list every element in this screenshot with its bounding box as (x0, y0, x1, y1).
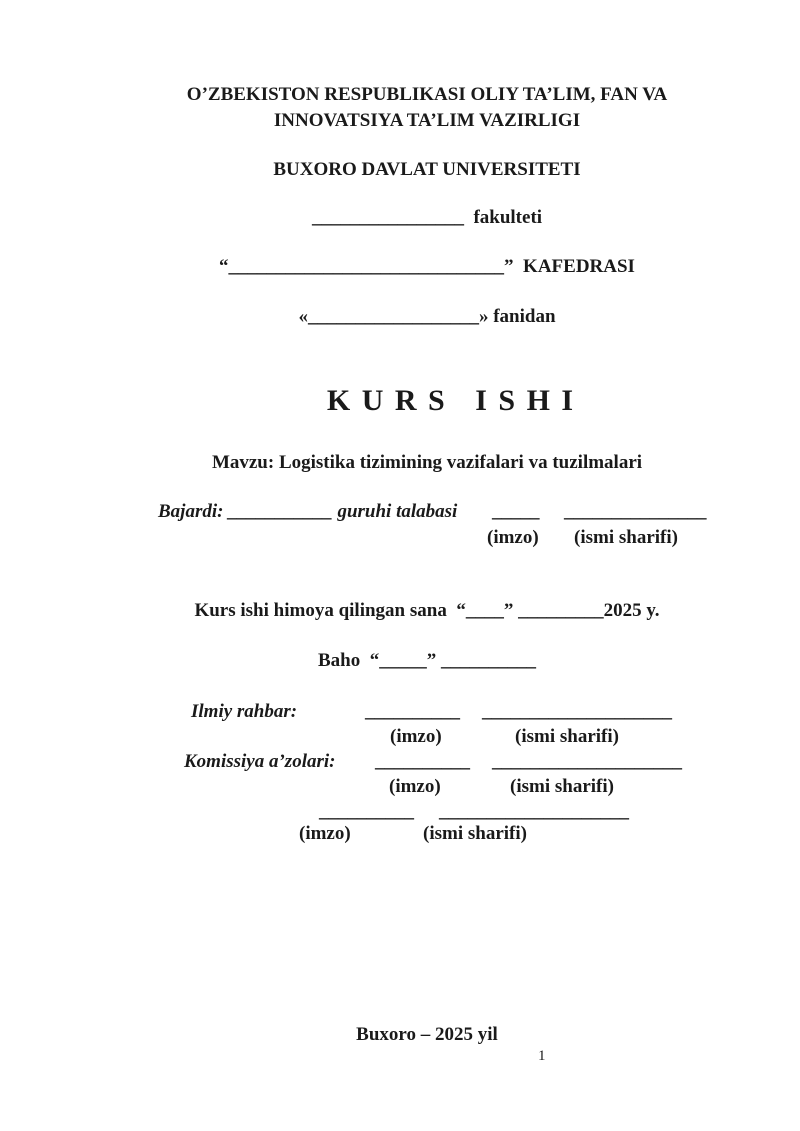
university-name: BUXORO DAVLAT UNIVERSITETI (273, 159, 581, 180)
topic-line: Mavzu: Logistika tizimining vazifalari va tuzilmalari (211, 452, 643, 473)
name-caption: (ismi sharifi) (510, 776, 614, 797)
supervisor-signature-blank: __________ (365, 701, 460, 722)
grade-line: Baho “_____” __________ (318, 650, 536, 671)
extra-member-row (0, 801, 800, 824)
supervisor-name-blank: ____________________ (482, 701, 672, 722)
signature-caption: (imzo) (299, 823, 351, 844)
name-caption: (ismi sharifi) (515, 726, 619, 747)
extra-name-blank: ____________________ (439, 801, 629, 822)
committee-row (0, 751, 800, 774)
defense-date-line: Kurs ishi himoya qilingan sana “____” _________2025 y. (194, 600, 660, 621)
ministry-line-2: INNOVATSIYA TA’LIM VAZIRLIGI (273, 110, 581, 131)
page-number: 1 (538, 1048, 546, 1064)
ministry-line-1: O’ZBEKISTON RESPUBLIKASI OLIY TA’LIM, FAN VA (186, 84, 668, 105)
signature-caption: (imzo) (389, 776, 441, 797)
committee-name-blank: ____________________ (492, 751, 682, 772)
performer-label: Bajardi: ___________ guruhi talabasi (158, 501, 458, 522)
performer-name-blank: _______________ (564, 501, 707, 522)
committee-label: Komissiya a’zolari: (184, 751, 336, 772)
supervisor-label: Ilmiy rahbar: (191, 701, 298, 722)
department-line: “_____________________________” KAFEDRASI (219, 256, 635, 277)
course-work-title: K U R S I S H I (326, 384, 576, 417)
name-caption: (ismi sharifi) (574, 527, 678, 548)
supervisor-row (0, 701, 800, 724)
performer-signature-blank: _____ (492, 501, 540, 522)
performer-caption-row (0, 527, 800, 550)
supervisor-caption-row (0, 726, 800, 749)
committee-signature-blank: __________ (375, 751, 470, 772)
committee-caption-row (0, 776, 800, 799)
name-caption: (ismi sharifi) (423, 823, 527, 844)
signature-caption: (imzo) (390, 726, 442, 747)
performer-row (0, 501, 800, 524)
faculty-line: ________________ fakulteti (311, 207, 543, 228)
signature-caption: (imzo) (487, 527, 539, 548)
extra-signature-blank: __________ (319, 801, 414, 822)
subject-line: «__________________» fanidan (298, 306, 556, 327)
extra-member-caption-row (0, 823, 800, 846)
footer-city-year: Buxoro – 2025 yil (356, 1024, 498, 1045)
